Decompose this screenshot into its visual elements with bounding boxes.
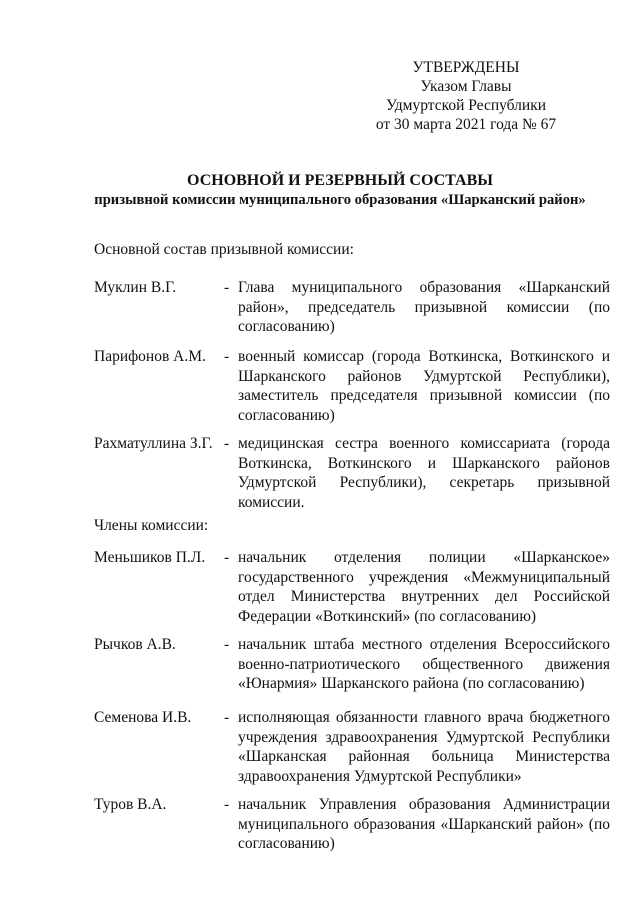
member-name: Парифонов А.М. [94,348,206,365]
dash-separator: - [224,709,230,726]
member-description: исполняющая обязанности главного врача бюджетного учреждения здравоохранения Удмуртской Республики «Шарканская районная больница Министерства здравоохранения Удмуртской Республики» [238,709,610,785]
member-name: Муклин В.Г. [94,279,177,296]
dash-separator: - [224,636,230,653]
dash-separator: - [224,435,230,452]
dash-separator: - [224,796,230,813]
dash-separator: - [224,279,230,296]
member-name: Рахматуллина З.Г. [94,435,213,452]
approval-block [356,58,576,134]
document-subtitle: призывной комиссии муниципального образования «Шарканский район» [94,192,586,208]
dash-separator: - [224,549,230,566]
approval-line: Удмуртской Республики [385,97,547,114]
approval-line: УТВЕРЖДЕНЫ [412,59,520,76]
member-description: медицинская сестра военного комиссариата (города Воткинска, Воткинского и Шарканского районов Удмуртской Республики), секретарь призывной комиссии. [238,435,610,511]
members-heading: Члены комиссии: [94,517,209,534]
member-name: Меньшиков П.Л. [94,549,206,566]
member-name: Туров В.А. [94,796,167,813]
dash-separator: - [224,348,230,365]
member-description: начальник Управления образования Администрации муниципального образования «Шарканский район» (по согласованию) [238,796,610,852]
member-description: Глава муниципального образования «Шарканский район», председатель призывной комиссии (по согласованию) [238,279,610,335]
approval-line: Указом Главы [420,78,512,95]
member-description: начальник штаба местного отделения Всероссийского военно-патриотического общественного движения «Юнармия» Шарканского района (по согласованию) [238,636,610,692]
member-description: начальник отделения полиции «Шарканское» государственного учреждения «Межмуниципальный отдел Министерства внутренних дел Российской Федерации «Воткинский» (по согласованию) [238,549,610,625]
document-title: ОСНОВНОЙ И РЕЗЕРВНЫЙ СОСТАВЫ [187,172,493,189]
member-name: Семенова И.В. [94,709,192,726]
main-composition-heading: Основной состав призывной комиссии: [94,241,354,258]
approval-line: от 30 марта 2021 года № 67 [375,116,557,133]
member-description: военный комиссар (города Воткинска, Воткинского и Шарканского районов Удмуртской Республики), заместитель председателя призывной комиссии (по согласованию) [238,348,610,424]
member-name: Рычков А.В. [94,636,176,653]
